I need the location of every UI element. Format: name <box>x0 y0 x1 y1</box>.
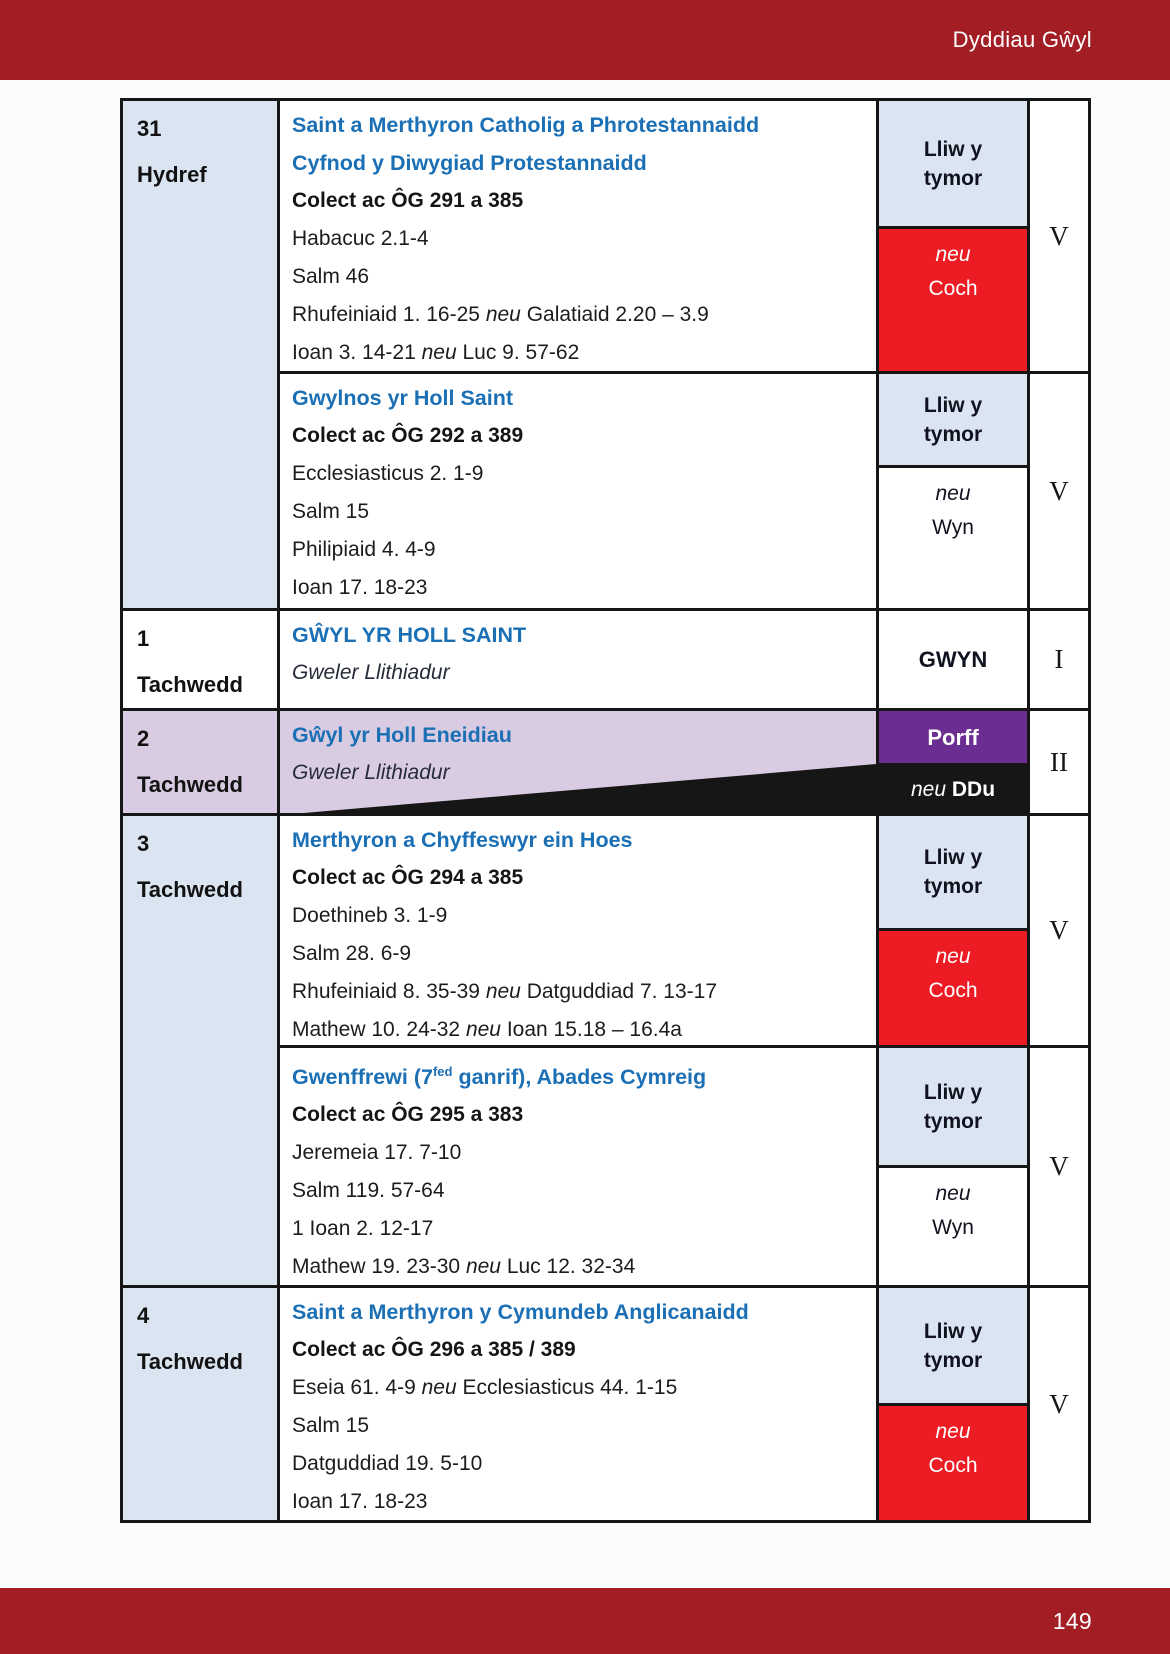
date-cell <box>123 1288 277 1520</box>
feast-title: GŴYL YR HOLL SAINT <box>292 623 527 647</box>
date-cell <box>123 816 277 1285</box>
grade-numeral: V <box>1049 475 1069 506</box>
colect-reference: Colect ac ÔG 291 a 385 <box>292 189 524 212</box>
colour-season-label <box>879 816 1027 931</box>
feast-title: Gŵyl yr Holl Eneidiau <box>292 723 512 747</box>
feast-day-table <box>120 98 1091 1523</box>
date-cell <box>123 711 277 813</box>
feast-text <box>292 1053 868 1285</box>
colour-line: Lliw y <box>923 1319 983 1343</box>
feast-text <box>292 379 868 607</box>
colour-line: neu DDu <box>910 777 996 801</box>
feast-cell <box>280 816 876 1045</box>
reading-line: Doethineb 3. 1-9 <box>292 904 448 927</box>
grade-numeral-cell <box>1030 1288 1088 1520</box>
reading-line: Eseia 61. 4-9 neu Ecclesiasticus 44. 1-15 <box>292 1376 678 1399</box>
feast-cell <box>280 711 876 813</box>
colour-cell <box>879 1048 1027 1285</box>
colour-line: neu <box>935 1182 971 1205</box>
colour-line: Lliw y <box>923 393 983 417</box>
date-cell <box>123 611 277 708</box>
reading-line: Salm 15 <box>292 1414 370 1437</box>
page-header-title: Dyddiau Gŵyl <box>952 27 1092 52</box>
colour-cell <box>879 1288 1027 1520</box>
page-header-band <box>0 0 1170 80</box>
colour-cell <box>879 611 1027 708</box>
reading-line: Ioan 17. 18-23 <box>292 1490 428 1513</box>
reading-line: Salm 46 <box>292 265 370 288</box>
grade-numeral-cell <box>1030 711 1088 813</box>
colour-line: Wyn <box>932 1216 974 1239</box>
reading-line: Philipiaid 4. 4-9 <box>292 538 436 561</box>
grade-numeral: V <box>1049 220 1069 251</box>
date-month: Tachwedd <box>137 1349 243 1374</box>
reading-line: 1 Ioan 2. 12-17 <box>292 1217 434 1241</box>
grade-numeral-cell <box>1030 101 1088 371</box>
grade-numeral: I <box>1054 644 1064 674</box>
date-cell <box>123 101 277 608</box>
colour-line: neu <box>935 945 971 968</box>
colour-line: tymor <box>923 1348 983 1372</box>
feast-text <box>292 821 868 1045</box>
feast-text <box>292 106 868 371</box>
reading-line: Salm 28. 6-9 <box>292 942 412 965</box>
colour-cell <box>879 101 1027 371</box>
colour-line: neu <box>935 1420 971 1443</box>
date-day: 1 <box>137 626 150 651</box>
reading-line: Jeremeia 17. 7-10 <box>292 1141 462 1165</box>
grade-numeral: V <box>1049 1151 1069 1181</box>
feast-title: Merthyron a Chyffeswyr ein Hoes <box>292 828 633 852</box>
colour-alternative-label <box>879 229 1027 371</box>
feast-text <box>292 1293 868 1520</box>
reading-line: Rhufeiniaid 8. 35-39 neu Datguddiad 7. 13-17 <box>292 980 718 1003</box>
feast-cell <box>280 374 876 608</box>
feast-title: Saint a Merthyron Catholig a Phrotestannaidd <box>292 113 760 137</box>
colour-line: tymor <box>923 422 983 446</box>
colour-line: neu <box>935 482 971 505</box>
grade-numeral-cell <box>1030 1048 1088 1285</box>
grade-numeral: II <box>1050 746 1068 777</box>
date-day: 4 <box>137 1303 150 1328</box>
colour-season-label <box>879 1048 1027 1168</box>
colect-reference: Colect ac ÔG 295 a 383 <box>292 1103 524 1127</box>
colour-alternative-label <box>879 1406 1027 1520</box>
feast-text <box>292 616 868 692</box>
colour-alternative-label <box>879 931 1027 1045</box>
colect-reference: Colect ac ÔG 296 a 385 / 389 <box>292 1338 576 1361</box>
colour-cell <box>879 711 1027 813</box>
grade-numeral-cell <box>1030 611 1088 708</box>
colect-reference: Colect ac ÔG 294 a 385 <box>292 866 524 889</box>
colour-alternative-label <box>879 468 1027 608</box>
colour-line: Porff <box>927 724 979 750</box>
colour-line: Lliw y <box>923 1080 983 1104</box>
date-month: Tachwedd <box>137 877 243 902</box>
grade-numeral-cell <box>1030 816 1088 1045</box>
date-month: Hydref <box>137 162 207 187</box>
colour-line: neu <box>935 243 971 266</box>
feast-title: Gwylnos yr Holl Saint <box>292 386 514 410</box>
reading-line: Habacuc 2.1-4 <box>292 227 429 250</box>
grade-numeral: V <box>1049 915 1069 945</box>
colour-cell <box>879 816 1027 1045</box>
date-day: 3 <box>137 831 150 856</box>
date-day: 31 <box>137 116 162 141</box>
grade-numeral-cell <box>1030 374 1088 608</box>
reading-line: Ioan 3. 14-21 neu Luc 9. 57-62 <box>292 341 580 364</box>
feast-cell <box>280 1288 876 1520</box>
colour-line: Lliw y <box>923 846 983 869</box>
colour-line: Coch <box>928 979 978 1002</box>
colour-season-label <box>879 1288 1027 1406</box>
colect-reference: Colect ac ÔG 292 a 389 <box>292 424 524 447</box>
colour-alternative-label <box>879 1168 1027 1285</box>
reading-line: Rhufeiniaid 1. 16-25 neu Galatiaid 2.20 – 3.9 <box>292 303 709 326</box>
reading-line: Salm 15 <box>292 500 370 523</box>
colour-cell <box>879 374 1027 608</box>
date-month: Tachwedd <box>137 772 243 797</box>
colour-season-label <box>879 101 1027 229</box>
colour-line: Coch <box>928 277 978 300</box>
reading-line: Datguddiad 19. 5-10 <box>292 1452 483 1475</box>
colour-line: tymor <box>923 875 983 898</box>
colour-line: GWYN <box>918 646 988 672</box>
lectionary-note: Gweler Llithiadur <box>292 661 450 684</box>
colour-line: Wyn <box>932 516 974 539</box>
lectionary-note: Gweler Llithiadur <box>292 761 450 784</box>
colour-season-label <box>879 374 1027 468</box>
feast-cell <box>280 101 876 371</box>
reading-line: Mathew 19. 23-30 neu Luc 12. 32-34 <box>292 1255 636 1279</box>
page-number: 149 <box>1052 1608 1092 1634</box>
reading-line: Mathew 10. 24-32 neu Ioan 15.18 – 16.4a <box>292 1018 682 1041</box>
grade-numeral: V <box>1049 1388 1069 1419</box>
feast-title: Saint a Merthyron y Cymundeb Anglicanaidd <box>292 1300 749 1324</box>
colour-line: tymor <box>923 166 983 190</box>
reading-line: Ioan 17. 18-23 <box>292 576 428 599</box>
feast-title: Cyfnod y Diwygiad Protestannaidd <box>292 151 647 175</box>
date-day: 2 <box>137 726 150 751</box>
feast-title: Gwenffrewi ($7^{fed}$ ganrif), Abades Cymreig <box>292 1064 707 1090</box>
colour-line: Coch <box>928 1454 978 1477</box>
date-month: Tachwedd <box>137 672 243 697</box>
feast-cell <box>280 611 876 708</box>
feast-text <box>292 716 868 792</box>
colour-line: tymor <box>923 1109 983 1133</box>
page-footer-band <box>0 1588 1170 1654</box>
colour-season-label <box>879 711 1027 766</box>
reading-line: Salm 119. 57-64 <box>292 1179 445 1203</box>
reading-line: Ecclesiasticus 2. 1-9 <box>292 462 484 485</box>
colour-line: Lliw y <box>923 137 983 161</box>
feast-cell <box>280 1048 876 1285</box>
colour-alternative-label <box>879 766 1027 813</box>
colour-label <box>879 611 1027 708</box>
